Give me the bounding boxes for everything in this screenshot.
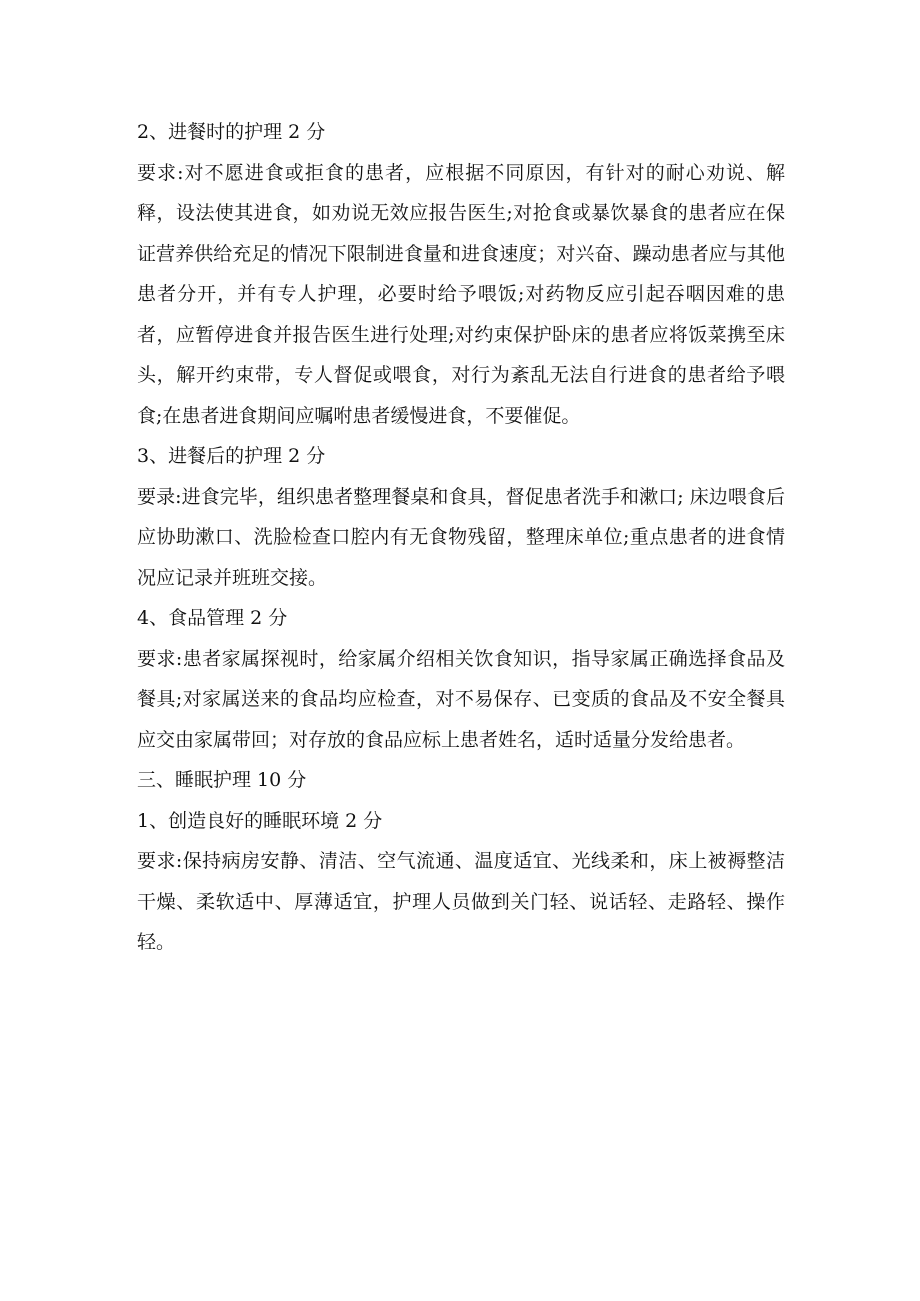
section-heading-sleep-environment: 1、创造良好的睡眠环境 2 分: [137, 809, 383, 832]
requirement-paragraph-food-management: 要求:患者家属探视时，给家属介绍相关饮食知识，指导家属正确选择食品及餐具;对家属送来的食品均应检查，对不易保存、已变质的食品及不安全餐具应交由家属带回；对存放的食品应标上患者姓名，适时适量分发给患者。: [137, 647, 785, 751]
requirement-paragraph-meal-care: 要求:对不愿进食或拒食的患者，应根据不同原因，有针对的耐心劝说、解释，设法使其进食，如劝说无效应报告医生;对抢食或暴饮暴食的患者应在保证营养供给充足的情况下限制进食量和进食速度；对兴奋、躁动患者应与其他患者分开，并有专人护理，必要时给予喂饭;对药物反应引起吞咽因难的患者，应暂停进食并报告医生进行处理;对约束保护卧床的患者应将饭菜携至床头，解开约束带，专人督促或喂食，对行为紊乱无法自行进食的患者给予喂食;在患者进食期间应嘱咐患者缓慢进食，不要催促。: [137, 161, 785, 427]
requirement-paragraph-after-meal-care: 要录:进食完毕，组织患者整理餐桌和食具，督促患者洗手和漱口; 床边喂食后应协助漱口、洗脸检查口腔内有无食物残留，整理床单位;重点患者的进食情况应记录并班班交接。: [137, 485, 785, 589]
chapter-heading-sleep-care: 三、睡眠护理 10 分: [137, 769, 307, 791]
requirement-paragraph-sleep-environment: 要求:保持病房安静、清洁、空气流通、温度适宜、光线柔和，床上被褥整洁干燥、柔软适中、厚薄适宜，护理人员做到关门轻、说话轻、走路轻、操作轻。: [137, 850, 785, 953]
section-heading-after-meal-care: 3、进餐后的护理 2 分: [137, 445, 326, 467]
section-heading-meal-care: 2、进餐时的护理 2 分: [137, 121, 326, 143]
document-body: [137, 112, 785, 963]
section-heading-food-management: 4、食品管理 2 分: [137, 607, 288, 629]
